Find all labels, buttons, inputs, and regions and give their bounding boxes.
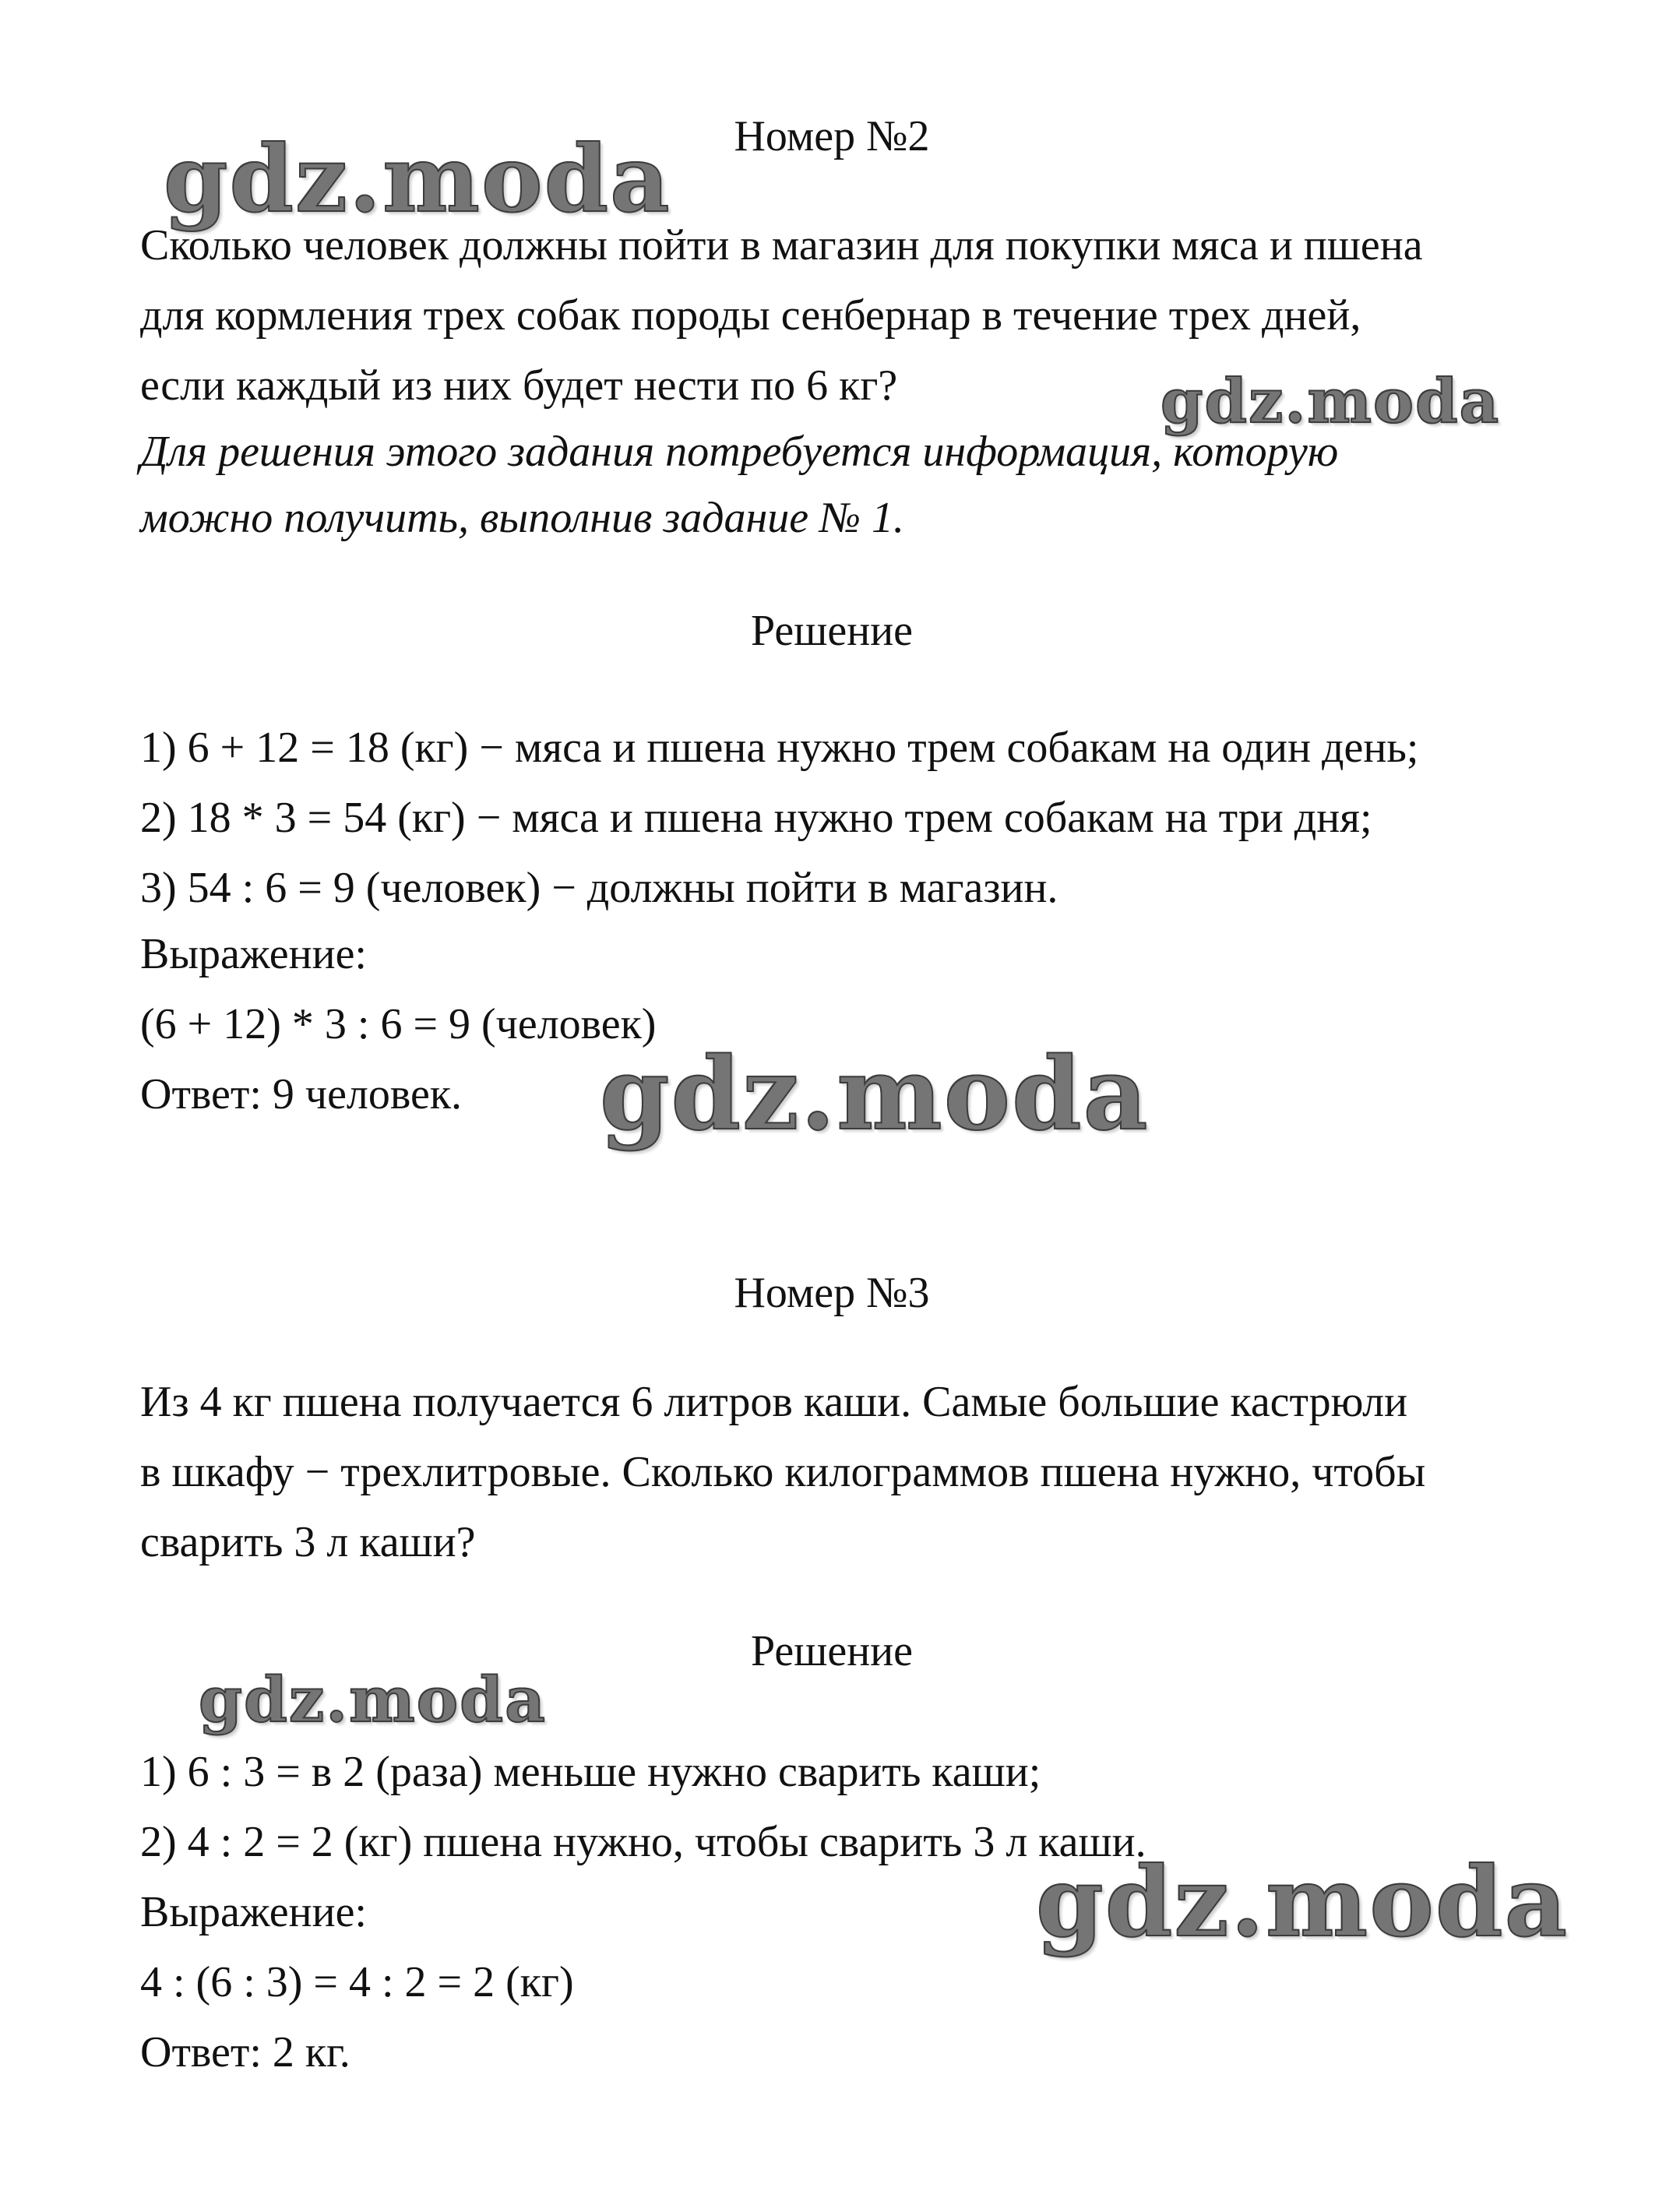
task2-hint-line-1: Для решения этого задания потребуется информация, которую <box>140 428 1339 476</box>
task2-solution-heading: Решение <box>750 607 914 655</box>
task3-text-line-3: сварить 3 л каши? <box>140 1518 476 1566</box>
task2-step-2: 2) 18 * 3 = 54 (кг) − мяса и пшена нужно трем собакам на три дня; <box>140 794 1372 842</box>
watermark-logo: gdz.moda <box>1161 366 1501 437</box>
task2-step-3: 3) 54 : 6 = 9 (человек) − должны пойти в магазин. <box>140 864 1058 912</box>
task2-text-line-1: Сколько человек должны пойти в магазин для покупки мяса и пшена <box>140 221 1423 269</box>
task2-hint-line-2: можно получить, выполнив задание № 1. <box>140 494 904 542</box>
task3-expression-label: Выражение: <box>140 1888 367 1936</box>
task2-step-1: 1) 6 + 12 = 18 (кг) − мяса и пшена нужно трем собакам на один день; <box>140 724 1419 772</box>
task3-step-1: 1) 6 : 3 = в 2 (раза) меньше нужно сварить каши; <box>140 1748 1041 1796</box>
watermark-logo: gdz.moda <box>600 1036 1150 1153</box>
watermark-logo: gdz.moda <box>164 125 671 233</box>
task3-solution-heading: Решение <box>750 1627 914 1675</box>
task3-title: Номер №3 <box>734 1269 930 1317</box>
task2-title: Номер №2 <box>734 112 930 160</box>
watermark-logo: gdz.moda <box>1036 1846 1569 1959</box>
task3-text-line-2: в шкафу − трехлитровые. Сколько килограммов пшена нужно, чтобы <box>140 1448 1426 1496</box>
watermark-logo: gdz.moda <box>199 1663 547 1736</box>
task2-text-line-2: для кормления трех собак породы сенбернар в течение трех дней, <box>140 291 1361 340</box>
task2-expression: (6 + 12) * 3 : 6 = 9 (человек) <box>140 1000 657 1048</box>
task2-answer: Ответ: 9 человек. <box>140 1070 463 1118</box>
task2-text-line-3: если каждый из них будет нести по 6 кг? <box>140 361 898 410</box>
task3-expression: 4 : (6 : 3) = 4 : 2 = 2 (кг) <box>140 1958 574 2006</box>
task3-step-2: 2) 4 : 2 = 2 (кг) пшена нужно, чтобы сварить 3 л каши. <box>140 1818 1146 1866</box>
task3-text-line-1: Из 4 кг пшена получается 6 литров каши. Самые большие кастрюли <box>140 1378 1408 1426</box>
task3-answer: Ответ: 2 кг. <box>140 2028 350 2076</box>
task2-expression-label: Выражение: <box>140 930 367 978</box>
